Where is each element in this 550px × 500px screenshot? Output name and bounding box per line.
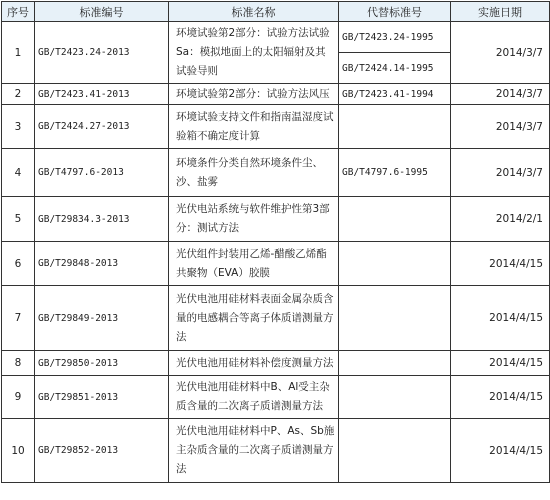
row-serial: 8: [2, 351, 35, 376]
table-row: [2, 376, 550, 419]
row-implementation-date: 2014/4/15: [451, 242, 550, 286]
row-standard-code: GB/T29852-2013: [35, 419, 169, 483]
row-standard-code: GB/T2424.27-2013: [35, 105, 169, 149]
header-serial: 序号: [2, 2, 35, 22]
table-body: [2, 22, 550, 483]
row-standard-name: 光伏电站系统与软件维护性第3部分：测试方法: [169, 197, 339, 242]
row-implementation-date: 2014/3/7: [451, 149, 550, 197]
row-serial: 7: [2, 286, 35, 351]
row-replaced-standard: [339, 242, 451, 286]
row-standard-code: GB/T29834.3-2013: [35, 197, 169, 242]
row-implementation-date: 2014/4/15: [451, 419, 550, 483]
row-implementation-date: 2014/4/15: [451, 286, 550, 351]
row-implementation-date: 2014/3/7: [451, 84, 550, 105]
row-implementation-date: 2014/3/7: [451, 22, 550, 84]
row-replaced-standard: GB/T4797.6-1995: [339, 149, 451, 197]
row-implementation-date: 2014/3/7: [451, 105, 550, 149]
table-row: [2, 242, 550, 286]
table-row: [2, 419, 550, 483]
row-replaced-standard: [339, 197, 451, 242]
row-serial: 2: [2, 84, 35, 105]
row-standard-code: GB/T4797.6-2013: [35, 149, 169, 197]
row-serial: 6: [2, 242, 35, 286]
row-standard-code: GB/T29849-2013: [35, 286, 169, 351]
row-standard-name: 环境试验支持文件和指南温湿度试验箱不确定度计算: [169, 105, 339, 149]
table-row: [2, 84, 550, 105]
table-row: [2, 149, 550, 197]
row-replaced-standard: [339, 376, 451, 419]
row-standard-code: GB/T2423.24-2013: [35, 22, 169, 84]
row-serial: 4: [2, 149, 35, 197]
row-replaced-standard: [339, 419, 451, 483]
table-row: [2, 286, 550, 351]
row-serial: 10: [2, 419, 35, 483]
table-header: [2, 2, 550, 22]
header-standard-code: 标准编号: [35, 2, 169, 22]
header-replaced-standard: 代替标准号: [339, 2, 451, 22]
row-serial: 3: [2, 105, 35, 149]
row-standard-code: GB/T29848-2013: [35, 242, 169, 286]
header-implementation-date: 实施日期: [451, 2, 550, 22]
row-replaced-standard: [339, 351, 451, 376]
row-replaced-standard: GB/T2423.24-1995: [339, 22, 451, 53]
row-standard-name: 光伏电池用硅材料中P、As、Sb施主杂质含量的二次离子质谱测量方法: [169, 419, 339, 483]
row-serial: 9: [2, 376, 35, 419]
table-row: [2, 105, 550, 149]
row-implementation-date: 2014/4/15: [451, 376, 550, 419]
row-standard-name: 光伏组件封装用乙烯-醋酸乙烯酯共聚物（EVA）胶膜: [169, 242, 339, 286]
standards-table: [1, 1, 550, 483]
row-standard-name: 光伏电池用硅材料表面金属杂质含量的电感耦合等离子体质谱测量方法: [169, 286, 339, 351]
row-replaced-standard: GB/T2423.41-1994: [339, 84, 451, 105]
row-standard-name: 环境试验第2部分：试验方法风压: [169, 84, 339, 105]
table-row: [2, 22, 550, 53]
row-replaced-standard: [339, 286, 451, 351]
row-standard-code: GB/T29851-2013: [35, 376, 169, 419]
row-serial: 5: [2, 197, 35, 242]
row-standard-code: GB/T2423.41-2013: [35, 84, 169, 105]
row-standard-name: 环境试验第2部分：试验方法试验Sa：模拟地面上的太阳辐射及其试验导则: [169, 22, 339, 84]
row-replaced-standard: [339, 105, 451, 149]
table-row: [2, 351, 550, 376]
row-implementation-date: 2014/4/15: [451, 351, 550, 376]
table-row: [2, 197, 550, 242]
row-standard-code: GB/T29850-2013: [35, 351, 169, 376]
row-standard-name: 光伏电池用硅材料补偿度测量方法: [169, 351, 339, 376]
header-row: [2, 2, 550, 22]
row-serial: 1: [2, 22, 35, 84]
row-implementation-date: 2014/2/1: [451, 197, 550, 242]
row-standard-name: 环境条件分类自然环境条件尘、沙、盐雾: [169, 149, 339, 197]
row-standard-name: 光伏电池用硅材料中B、Al受主杂质含量的二次离子质谱测量方法: [169, 376, 339, 419]
row-replaced-standard: GB/T2424.14-1995: [339, 53, 451, 84]
header-standard-name: 标准名称: [169, 2, 339, 22]
